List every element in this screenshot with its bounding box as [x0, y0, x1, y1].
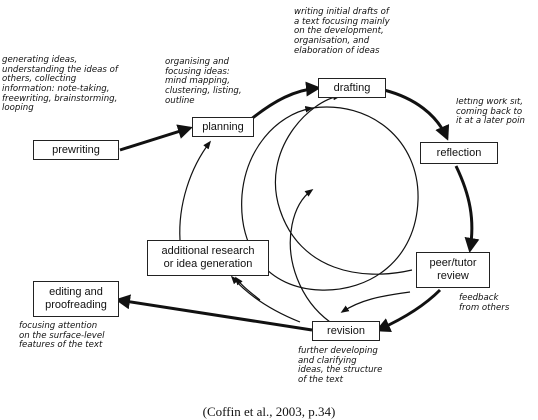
additional-research-label: additional research or idea generation — [161, 245, 255, 270]
reflection-note: letting work sit, coming back to it at a later poin — [456, 98, 525, 127]
caption: (Coffin et al., 2003, p.34) — [202, 404, 336, 419]
peer-review-note: feedback from others — [459, 293, 510, 313]
arrow-drafting-to-reflection — [384, 90, 447, 138]
reflection-label: reflection — [436, 146, 482, 159]
drafting-box — [318, 78, 386, 98]
arrow-revision-to-drafting — [290, 190, 330, 322]
arrow-research-to-planning — [180, 142, 210, 240]
editing-note: focusing attention on the surface-level features of the text — [19, 321, 105, 351]
peer-review-box — [416, 252, 490, 288]
arrow-reflection-to-review — [456, 166, 472, 250]
arrow-prewriting-to-planning — [120, 128, 190, 150]
arrow-review-to-drafting — [275, 96, 412, 274]
arrow-research-small — [236, 278, 260, 300]
editing-label: editing and proofreading — [45, 286, 107, 311]
additional-research-box — [147, 240, 269, 276]
planning-note: organising and focusing ideas: mind mapping, clustering, listing, outline — [165, 57, 242, 106]
planning-label: planning — [202, 120, 244, 133]
arrow-peer-to-revision-inner — [342, 292, 410, 312]
drafting-note: writing initial drafts of a text focusing mainly on the development, organisation, and elaboration of ideas — [294, 7, 390, 56]
editing-box — [33, 281, 119, 317]
drafting-label: drafting — [333, 81, 371, 94]
revision-box — [312, 321, 380, 341]
prewriting-box — [33, 140, 119, 160]
peer-review-label: peer/tutor review — [429, 257, 477, 282]
revision-note: further developing and clarifying ideas, the structure of the text — [298, 346, 383, 385]
revision-label: revision — [327, 324, 365, 337]
reflection-box — [420, 142, 498, 164]
prewriting-note: generating ideas, understanding the ideas of others, collecting information: note-taking, freewriting, brainstorming, looping — [2, 55, 118, 114]
planning-box — [192, 117, 254, 137]
prewriting-label: prewriting — [52, 143, 100, 156]
